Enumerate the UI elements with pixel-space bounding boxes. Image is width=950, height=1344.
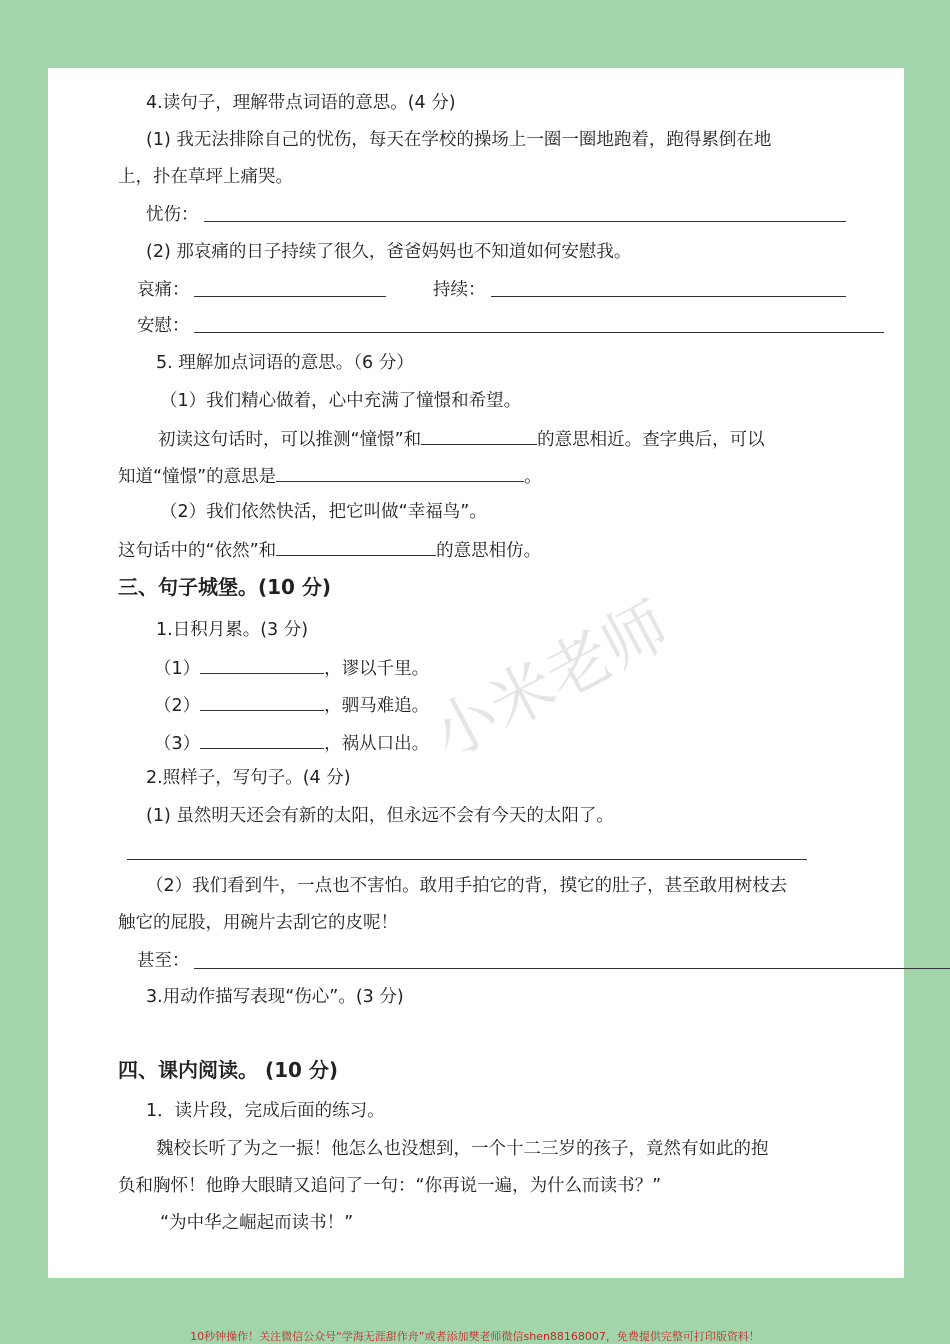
idiom-item: （3） ，祸从口出。 [154, 730, 429, 756]
sec3-q2: 2.照样子，写句子。(4 分) [146, 768, 351, 788]
idiom-item: （1） ，谬以千里。 [154, 655, 429, 681]
answer-blank[interactable] [276, 537, 436, 556]
q4-sentence1-cont: 上，扑在草坪上痛哭。 [118, 167, 293, 187]
answer-blank[interactable] [200, 730, 324, 749]
watermark: 小米老师 [420, 588, 682, 775]
answer-line[interactable] [204, 221, 846, 222]
reading-para1-cont: 负和胸怀！他睁大眼睛又追问了一句：“你再说一遍，为什么而读书？” [118, 1176, 662, 1196]
footer-promo: 10秒钟操作！关注微信公众号“学海无涯甜作舟”或者添加樊老师微信shen88168007，免费提供完整可打印版资料！ [190, 1330, 760, 1343]
q4-label-anwei: 安慰： [137, 316, 190, 336]
reading-para2: “为中华之崛起而读书！” [160, 1213, 354, 1233]
idiom-item: （2） ，驷马难追。 [154, 692, 429, 718]
answer-line[interactable] [194, 332, 884, 333]
answer-line[interactable] [194, 968, 950, 969]
answer-blank[interactable] [276, 463, 524, 482]
q5-title: 5. 理解加点词语的意思。（6 分） [156, 353, 414, 373]
section3-title: 三、句子城堡。(10 分) [118, 575, 332, 599]
answer-line[interactable] [194, 296, 386, 297]
sec3-q2-example: (1) 虽然明天还会有新的太阳，但永远不会有今天的太阳了。 [146, 806, 614, 826]
sec3-q2-sentence2-cont: 触它的屁股，用碗片去刮它的皮呢！ [118, 913, 398, 933]
section4-title: 四、课内阅读。 (10 分) [118, 1058, 339, 1082]
sec3-label-shenzhi: 甚至： [137, 951, 190, 971]
q4-title: 4.读句子，理解带点词语的意思。(4 分) [146, 93, 456, 113]
q4-sentence1: (1) 我无法排除自己的忧伤，每天在学校的操场上一圈一圈地跑着，跑得累倒在地 [146, 130, 772, 150]
q5-para2: 这句话中的“依然”和 的意思相仿。 [118, 537, 541, 563]
q5-sentence2: （2）我们依然快活，把它叫做“幸福鸟”。 [160, 502, 487, 522]
answer-line[interactable] [127, 859, 807, 860]
q5-para1-cont: 知道“憧憬”的意思是 。 [118, 463, 542, 489]
q4-label-youshang: 忧伤： [146, 205, 199, 225]
q4-label-aitong: 哀痛： [137, 280, 190, 300]
sec3-q2-sentence2: （2）我们看到牛，一点也不害怕。敢用手拍它的背，摸它的肚子，甚至敢用树枝去 [146, 876, 788, 896]
answer-blank[interactable] [421, 426, 537, 445]
sec3-q1: 1.日积月累。(3 分) [156, 620, 309, 640]
q4-label-chixu: 持续： [433, 280, 486, 300]
reading-para1: 魏校长听了为之一振！他怎么也没想到，一个十二三岁的孩子，竟然有如此的抱 [156, 1139, 769, 1159]
q5-para1: 初读这句话时，可以推测“憧憬”和 的意思相近。查字典后，可以 [158, 426, 765, 452]
sec4-q1: 1．读片段，完成后面的练习。 [146, 1101, 385, 1121]
sec3-q3: 3.用动作描写表现“伤心”。(3 分) [146, 987, 404, 1007]
q4-sentence2: (2) 那哀痛的日子持续了很久，爸爸妈妈也不知道如何安慰我。 [146, 242, 632, 262]
answer-blank[interactable] [200, 692, 324, 711]
answer-line[interactable] [491, 296, 846, 297]
q5-sentence1: （1）我们精心做着，心中充满了憧憬和希望。 [160, 391, 522, 411]
answer-blank[interactable] [200, 655, 324, 674]
